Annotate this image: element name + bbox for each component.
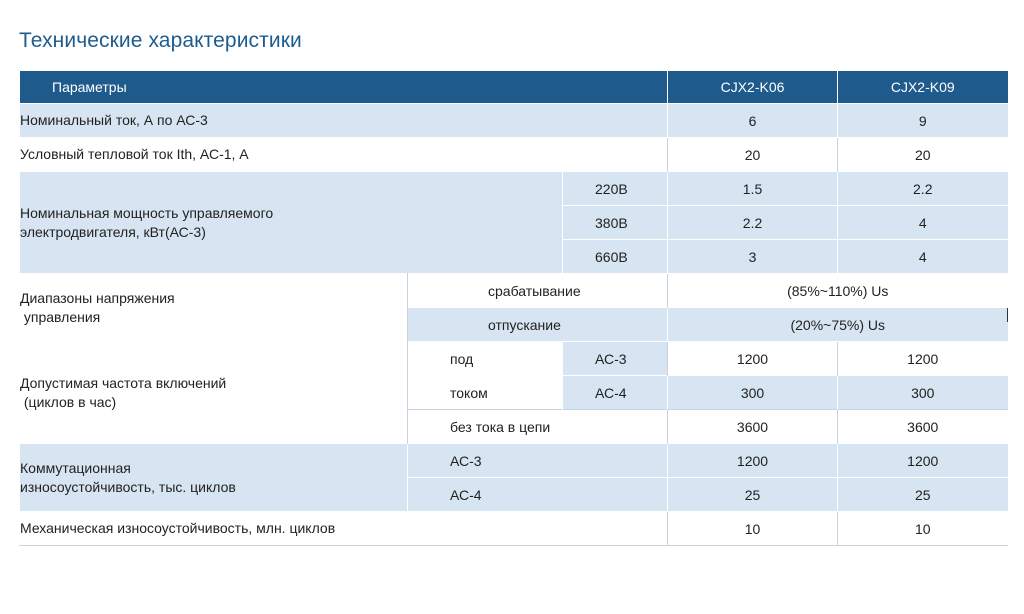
- frequency-no-current-k06: 3600: [668, 410, 838, 444]
- control-voltage-label-line2: управления: [20, 308, 101, 325]
- mechanical-endurance-k06: 10: [668, 512, 838, 546]
- frequency-ac4-k06: 300: [668, 376, 838, 410]
- control-voltage-label: [20, 274, 408, 342]
- endurance-ac3-k09: 1200: [838, 444, 1008, 478]
- thermal-current-label: Условный тепловой ток Ith, АС-1, А: [20, 138, 668, 172]
- control-voltage-dropout-label: отпускание: [408, 308, 668, 342]
- control-voltage-pickup-label: срабатывание: [408, 274, 668, 308]
- motor-power-label-line1: Номинальная мощность управляемого: [20, 204, 274, 221]
- page-title: Технические характеристики: [19, 29, 302, 52]
- row-rated-current: [20, 104, 1008, 138]
- motor-power-380-k09: 4: [838, 206, 1008, 240]
- motor-power-660-k09: 4: [838, 240, 1008, 274]
- thermal-current-k06: 20: [668, 138, 838, 172]
- header-param: Параметры: [20, 71, 668, 104]
- motor-power-220-k06: 1.5: [668, 172, 838, 206]
- motor-power-voltage-380: 380В: [563, 206, 668, 240]
- control-voltage-pickup-value: (85%~110%) Us: [668, 274, 1008, 308]
- motor-power-label-line2: электродвигателя, кВт(АС-3): [20, 223, 206, 240]
- thermal-current-k09: 20: [838, 138, 1008, 172]
- edge-mark: [1007, 308, 1008, 322]
- endurance-ac3-k06: 1200: [668, 444, 838, 478]
- endurance-label: [20, 444, 408, 512]
- row-endurance-ac3: [20, 444, 1008, 478]
- frequency-no-current-k09: 3600: [838, 410, 1008, 444]
- frequency-ac4-category: АС-4: [563, 376, 668, 410]
- spec-table: [19, 70, 1008, 546]
- frequency-label-line2: (циклов в час): [20, 393, 117, 410]
- row-mechanical-endurance: [20, 512, 1008, 546]
- frequency-ac3-k06: 1200: [668, 342, 838, 376]
- mechanical-endurance-k09: 10: [838, 512, 1008, 546]
- frequency-ac4-k09: 300: [838, 376, 1008, 410]
- motor-power-voltage-660: 660В: [563, 240, 668, 274]
- motor-power-380-k06: 2.2: [668, 206, 838, 240]
- endurance-ac3-category: АС-3: [408, 444, 668, 478]
- control-voltage-dropout-value: (20%~75%) Us: [668, 308, 1008, 342]
- frequency-ac3-k09: 1200: [838, 342, 1008, 376]
- mechanical-endurance-label: Механическая износоустойчивость, млн. циклов: [20, 512, 668, 546]
- endurance-label-line1: Коммутационная: [20, 459, 131, 476]
- rated-current-k09: 9: [838, 104, 1008, 138]
- row-thermal-current: [20, 138, 1008, 172]
- rated-current-k06: 6: [668, 104, 838, 138]
- frequency-label: [20, 342, 408, 444]
- motor-power-voltage-220: 220В: [563, 172, 668, 206]
- motor-power-660-k06: 3: [668, 240, 838, 274]
- control-voltage-label-line1: Диапазоны напряжения: [20, 289, 175, 306]
- endurance-ac4-category: АС-4: [408, 478, 668, 512]
- table-header-row: [20, 71, 1008, 104]
- frequency-under-current-1: под: [408, 342, 563, 376]
- frequency-ac3-category: АС-3: [563, 342, 668, 376]
- frequency-no-current-label: без тока в цепи: [408, 410, 668, 444]
- endurance-ac4-k09: 25: [838, 478, 1008, 512]
- motor-power-label: [20, 172, 563, 274]
- row-frequency-ac3: [20, 342, 1008, 376]
- header-model-k09: CJX2-K09: [838, 71, 1008, 104]
- frequency-label-line1: Допустимая частота включений: [20, 374, 227, 391]
- endurance-ac4-k06: 25: [668, 478, 838, 512]
- row-motor-power-220: [20, 172, 1008, 206]
- row-control-voltage-pickup: [20, 274, 1008, 308]
- endurance-label-line2: износоустойчивость, тыс. циклов: [20, 478, 236, 495]
- frequency-under-current-2: током: [408, 376, 563, 410]
- motor-power-220-k09: 2.2: [838, 172, 1008, 206]
- header-model-k06: CJX2-K06: [668, 71, 838, 104]
- rated-current-label: Номинальный ток, А по АС-3: [20, 104, 668, 138]
